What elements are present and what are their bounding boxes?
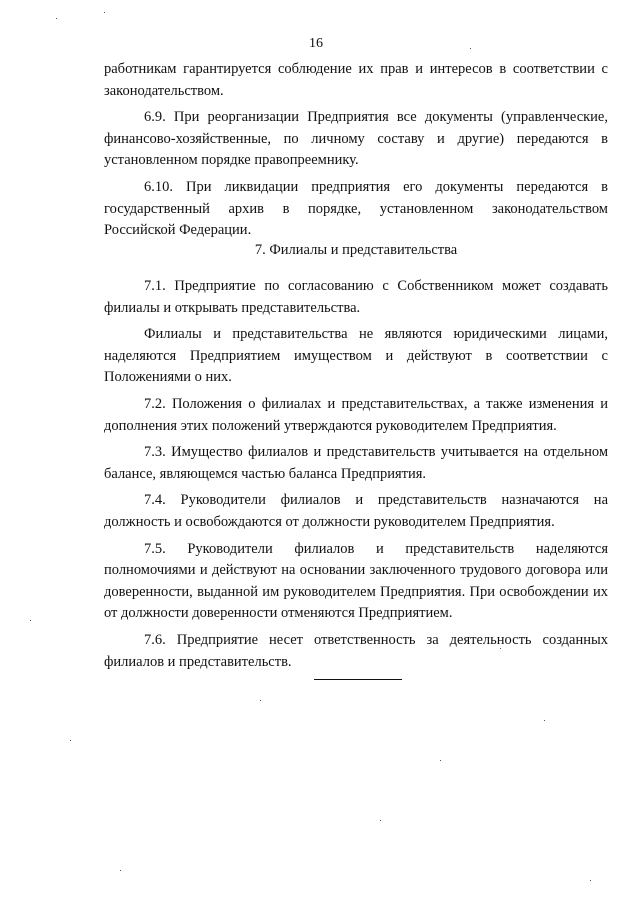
paragraph-7-4: 7.4. Руководители филиалов и представительств назначаются на должность и освобождаются от должности руководителем Предприятия.: [104, 492, 608, 530]
scan-speck: [470, 48, 471, 49]
scan-speck: [440, 760, 441, 761]
paragraph-6-10: 6.10. При ликвидации предприятия его документы передаются в государственный архив в порядке, установленном законодательством Российской Федерации.: [104, 178, 608, 239]
paragraph-7-1: 7.1. Предприятие по согласованию с Собственником может создавать филиалы и открывать представительства.: [104, 278, 608, 316]
end-rule: [314, 679, 402, 680]
scan-speck: [500, 648, 501, 649]
paragraph-6-9: 6.9. При реорганизации Предприятия все документы (управленческие, финансово-хозяйственные, по личному составу и другие) передаются в установленном порядке правопреемнику.: [104, 109, 608, 169]
paragraph-7-6: 7.6. Предприятие несет ответственность за деятельность созданных филиалов и представительств.: [104, 631, 608, 670]
paragraph-7-1-cont: Филиалы и представительства не являются юридическими лицами, наделяются Предприятием имуществом и действуют в соответствии с Положениями о них.: [104, 326, 608, 386]
paragraph-7-3: 7.3. Имущество филиалов и представительств учитывается на отдельном балансе, являющемся частью баланса Предприятия.: [104, 444, 608, 482]
paragraph-continuation: работникам гарантируется соблюдение их прав и интересов в соответствии с законодательством.: [104, 61, 608, 99]
scan-speck: [104, 12, 105, 13]
section-heading: 7. Филиалы и представительства: [254, 242, 458, 258]
scan-speck: [380, 820, 381, 821]
scan-speck: [260, 700, 261, 701]
scan-speck: [30, 620, 31, 621]
document-body-top: [104, 59, 608, 242]
scan-speck: [120, 870, 121, 871]
scan-speck: [56, 18, 57, 19]
scan-speck: [70, 740, 71, 741]
paragraph-7-2: 7.2. Положения о филиалах и представительствах, а также изменения и дополнения этих положений утверждаются руководителем Предприятия.: [104, 395, 608, 434]
document-body-section-7: [104, 276, 608, 673]
scan-speck: [590, 880, 591, 881]
paragraph-7-5: 7.5. Руководители филиалов и представительств наделяются полномочиями и действуют на основании заключенного трудового договора или доверенности, выданной им руководителем Предприятия. При освобождении их от должности доверенности отменяются Предприятием.: [104, 540, 608, 622]
page-number: 16: [309, 36, 323, 51]
scan-speck: [544, 720, 545, 721]
